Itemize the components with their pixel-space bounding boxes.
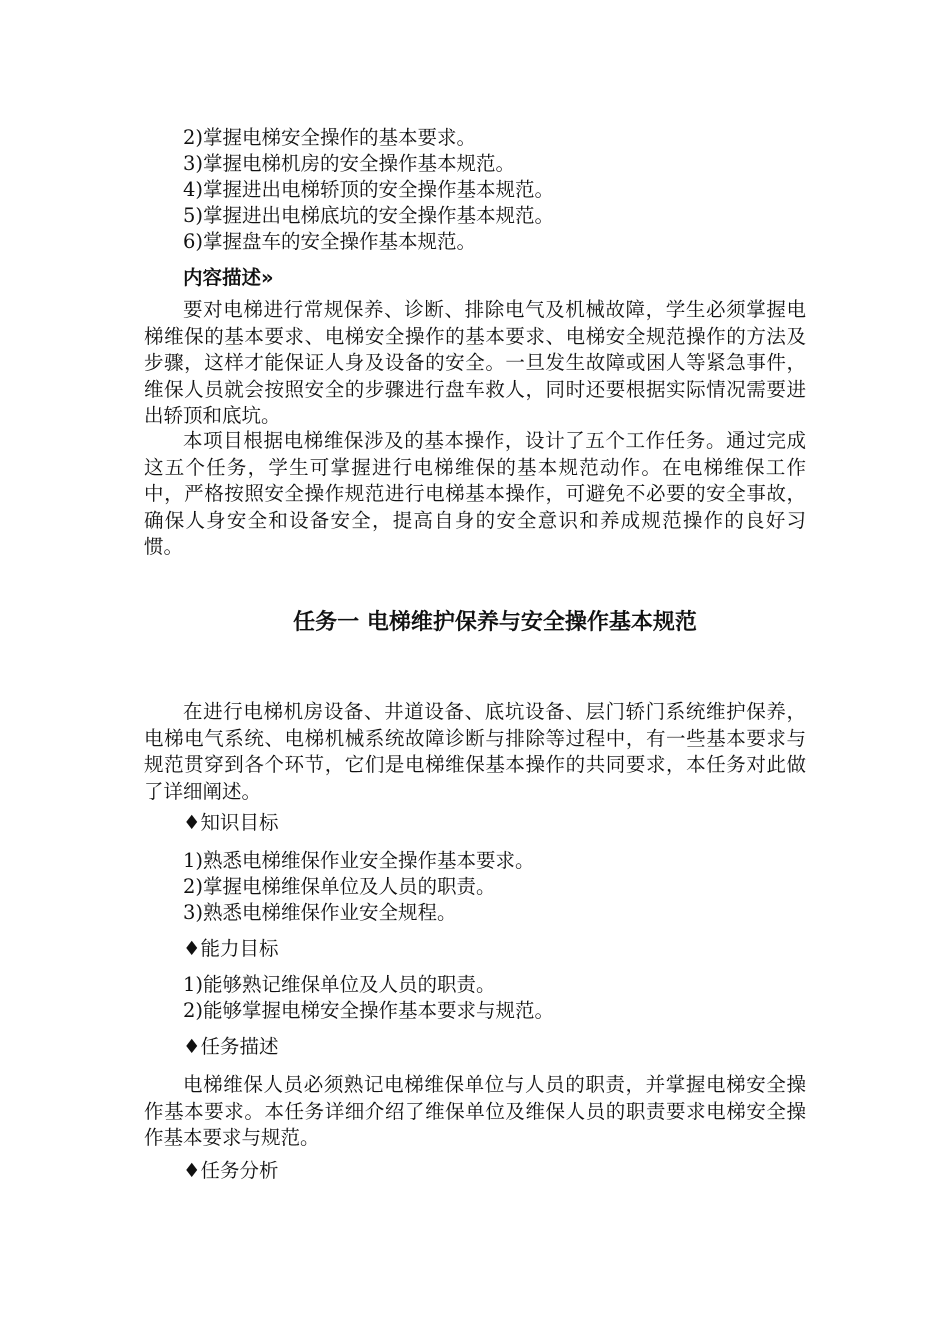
task-intro-paragraph: 在进行电梯机房设备、井道设备、底坑设备、层门轿门系统维护保养，电梯电气系统、电梯机械系统故障诊断与排除等过程中，有一些基本要求与规范贯穿到各个环节，它们是电梯维保基本操作的共同要求，本任务对此做了详细阐述。 xyxy=(144,700,806,803)
content-heading: 内容描述» xyxy=(183,266,274,289)
knowledge-heading: ♦知识目标 xyxy=(183,811,279,834)
task-description-paragraph: 电梯维保人员必须熟记电梯维保单位与人员的职责，并掌握电梯安全操作基本要求。本任务详细介绍了维保单位及维保人员的职责要求电梯安全操作基本要求与规范。 xyxy=(144,1073,806,1149)
content-paragraph: 要对电梯进行常规保养、诊断、排除电气及机械故障，学生必须掌握电梯维保的基本要求、电梯安全操作的基本要求、电梯安全规范操作的方法及步骤，这样才能保证人身及设备的安全。一旦发生故障或困人等紧急事件，维保人员就会按照安全的步骤进行盘车救人，同时还要根据实际情况需要进出轿顶和底坑。 xyxy=(144,298,806,427)
content-paragraph: 本项目根据电梯维保涉及的基本操作，设计了五个工作任务。通过完成这五个任务，学生可掌握进行电梯维保的基本规范动作。在电梯维保工作中，严格按照安全操作规范进行电梯基本操作，可避免不必要的安全事故，确保人身安全和设备安全，提高自身的安全意识和养成规范操作的良好习惯。 xyxy=(144,429,806,558)
task-title: 任务一 电梯维护保养与安全操作基本规范 xyxy=(293,610,697,635)
list-item: 2)能够掌握电梯安全操作基本要求与规范。 xyxy=(183,999,555,1022)
list-item: 4)掌握进出电梯轿顶的安全操作基本规范。 xyxy=(183,178,555,201)
list-item: 3)熟悉电梯维保作业安全规程。 xyxy=(183,901,457,924)
list-item: 1)熟悉电梯维保作业安全操作基本要求。 xyxy=(183,849,535,872)
list-item: 3)掌握电梯机房的安全操作基本规范。 xyxy=(183,152,516,175)
task-analysis-heading: ♦任务分析 xyxy=(183,1159,279,1182)
list-item: 5)掌握进出电梯底坑的安全操作基本规范。 xyxy=(183,204,555,227)
list-item: 6)掌握盘车的安全操作基本规范。 xyxy=(183,230,477,253)
task-description-heading: ♦任务描述 xyxy=(183,1035,279,1058)
list-item: 2)掌握电梯维保单位及人员的职责。 xyxy=(183,875,496,898)
ability-heading: ♦能力目标 xyxy=(183,937,279,960)
list-item: 2)掌握电梯安全操作的基本要求。 xyxy=(183,126,477,149)
list-item: 1)能够熟记维保单位及人员的职责。 xyxy=(183,973,496,996)
